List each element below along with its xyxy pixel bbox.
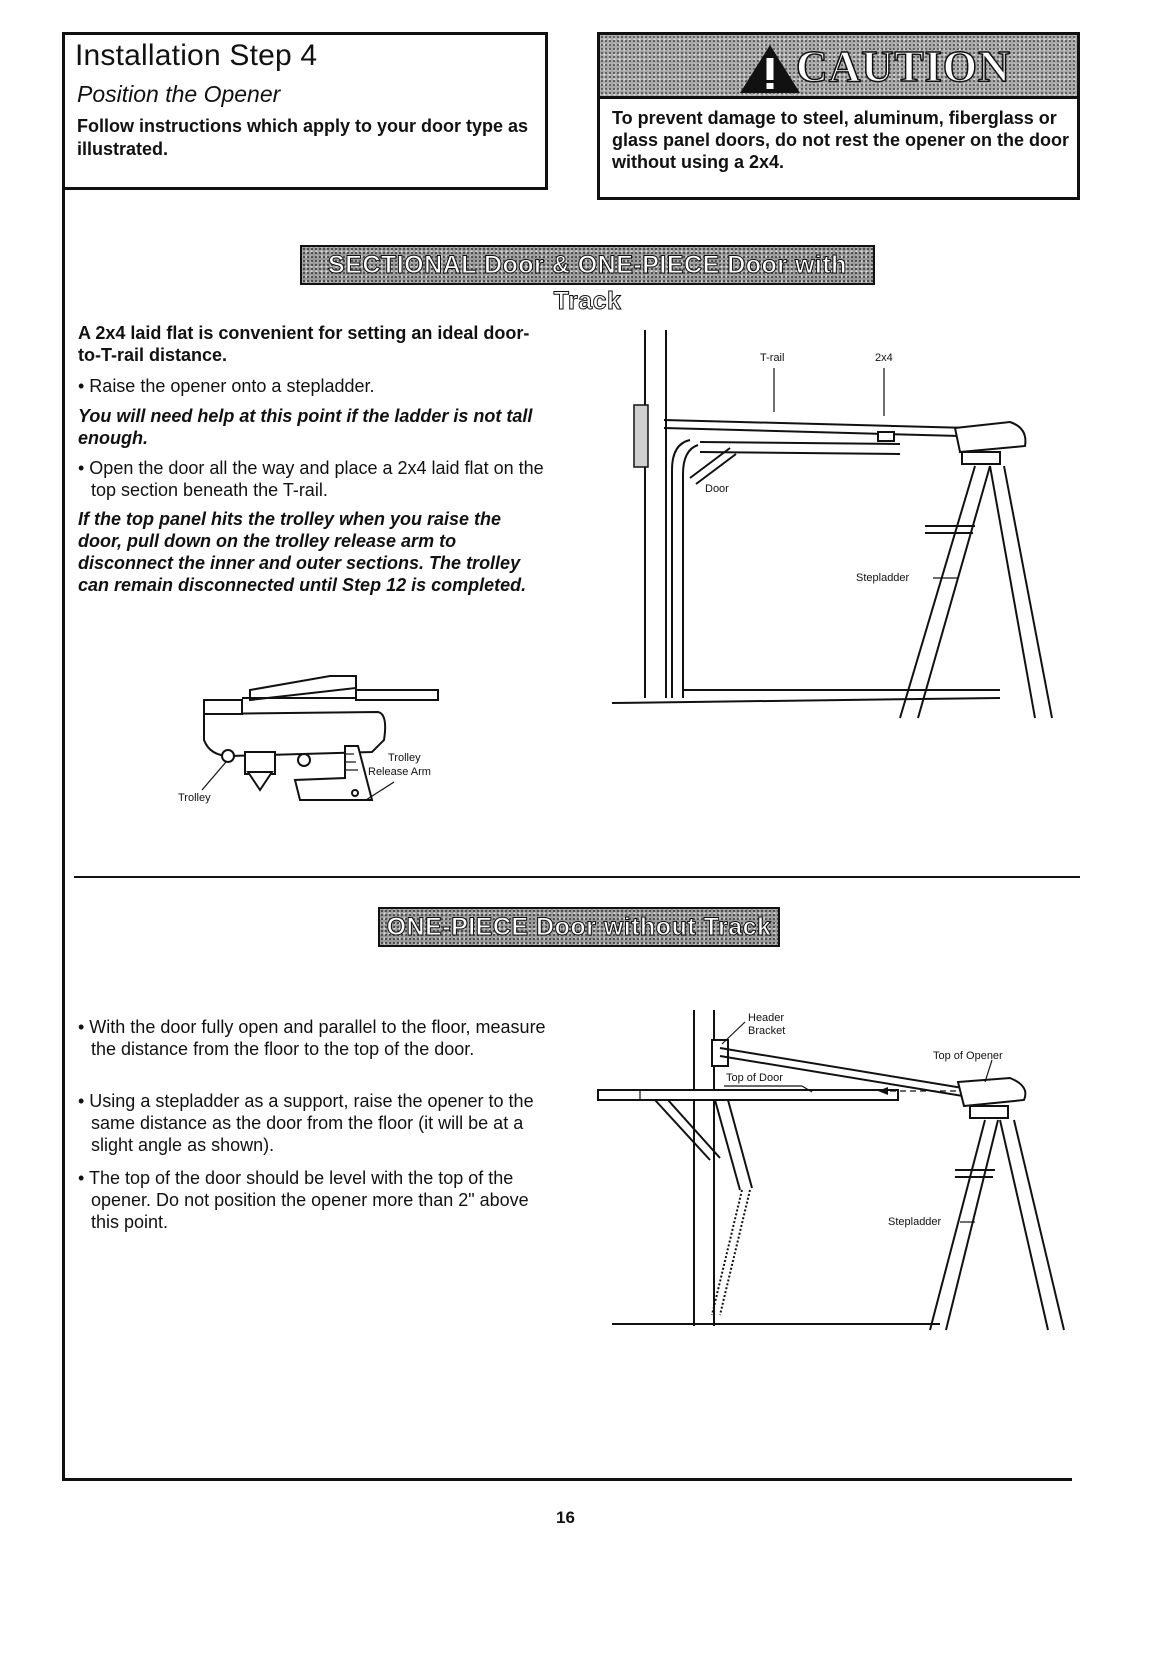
label-release-arm-line1: Trolley <box>388 752 421 764</box>
label-trolley: Trolley <box>178 792 211 804</box>
label-door: Door <box>705 483 729 495</box>
label-2x4: 2x4 <box>875 352 893 364</box>
label-release-arm-line2: Release Arm <box>368 766 431 778</box>
section2-bullet-1: • With the door fully open and parallel to the floor, measure the distance from the floor to the top of the door. <box>78 1017 546 1059</box>
label-bracket: Bracket <box>748 1025 786 1037</box>
caution-label: CAUTION <box>796 42 1011 91</box>
section1-lead: A 2x4 laid flat is convenient for setting an ideal door-to-T-rail distance. <box>78 323 530 365</box>
label-header: Header <box>748 1012 785 1024</box>
section1-note-2: If the top panel hits the trolley when you raise the door, pull down on the trolley release arm to disconnect the inner and outer sections. The trolley can remain disconnected until Step 12 is completed. <box>78 509 527 595</box>
label-stepladder-2: Stepladder <box>888 1216 942 1228</box>
section1-note-1: You will need help at this point if the ladder is not tall enough. <box>78 406 533 448</box>
section2-bullet-2: • Using a stepladder as a support, raise the opener to the same distance as the door from the floor (it will be at a slight angle as shown). <box>78 1091 534 1155</box>
section1-bullet-2: • Open the door all the way and place a 2x4 laid flat on the top section beneath the T-rail. <box>78 458 544 500</box>
caution-text: To prevent damage to steel, aluminum, fiberglass or glass panel doors, do not rest the opener on the door without using a 2x4. <box>612 108 1070 172</box>
page-bottom-rule <box>62 1478 1072 1481</box>
label-top-of-opener: Top of Opener <box>933 1050 1003 1062</box>
section-banner-sectional: SECTIONAL Door & ONE-PIECE Door with Track <box>300 245 875 285</box>
step-subtitle: Position the Opener <box>77 81 281 107</box>
label-t-rail: T-rail <box>760 352 785 364</box>
label-top-of-door: Top of Door <box>726 1072 783 1084</box>
section1-bullet-1: • Raise the opener onto a stepladder. <box>78 376 375 396</box>
section-banner-one-piece: ONE-PIECE Door without Track <box>378 907 780 947</box>
step-title: Installation Step 4 <box>75 39 318 72</box>
page-number: 16 <box>556 1508 575 1527</box>
label-stepladder: Stepladder <box>856 572 910 584</box>
section2-bullet-3: • The top of the door should be level with the top of the opener. Do not position the opener more than 2" above this point. <box>78 1168 529 1232</box>
step-intro: Follow instructions which apply to your door type as illustrated. <box>77 116 529 159</box>
